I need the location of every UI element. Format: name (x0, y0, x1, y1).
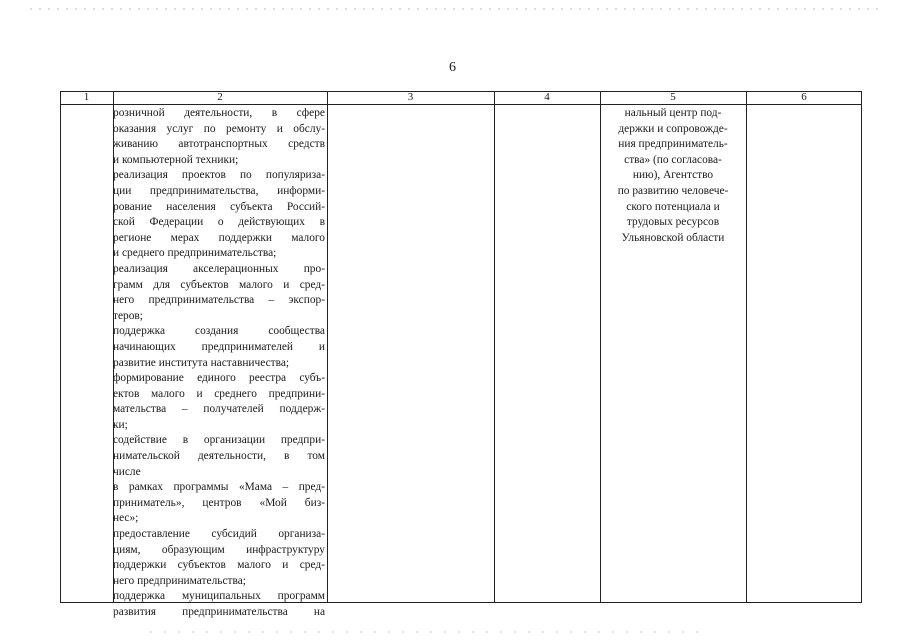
text-line: начинающих предпринимателей и (113, 340, 325, 353)
text-line: поддержка создания сообщества (113, 325, 325, 338)
column-header-2: 2 (217, 91, 223, 103)
text-line: живанию автотранспортных средств (113, 138, 325, 151)
column-header-4: 4 (544, 91, 550, 103)
text-line: розничной деятельности, в сфере (113, 107, 325, 119)
text-line: по развитию человече- (617, 184, 729, 197)
text-line: содействие в организации предпри- (113, 434, 325, 447)
text-line: ской Федерации о действующих в (113, 216, 325, 229)
text-line: рование населения субъекта Россий- (113, 200, 325, 213)
text-line: ства» (по согласова- (624, 153, 722, 166)
text-line: нес»; (113, 512, 139, 525)
text-line: грамм для субъектов малого и сред- (113, 278, 325, 291)
column-header-3: 3 (407, 91, 414, 103)
text-line: ния предприниматель- (618, 138, 728, 151)
text-line: мательства – получателей поддерж- (113, 403, 325, 416)
text-line: приниматель», центров «Мой биз- (113, 496, 325, 509)
text-line: предоставление субсидий организа- (113, 528, 325, 541)
text-line: нию), Агентство (632, 169, 714, 182)
text-line: ского потенциала и (626, 200, 720, 213)
text-line: ции предпринимательства, информи- (113, 184, 325, 197)
text-line: трудовых ресурсов (626, 216, 720, 229)
text-line: Ульяновской области (621, 231, 725, 244)
text-line: нальный центр под- (624, 107, 722, 119)
text-line: оказания услуг по ремонту и обслу- (113, 122, 325, 135)
column-header-5: 5 (670, 91, 676, 103)
text-line: формирование единого реестра субъ- (113, 372, 325, 385)
text-line: него предпринимательства; (113, 574, 246, 587)
text-line: поддержка муниципальных программ (113, 590, 325, 603)
text-line: реализация проектов по популяриза- (113, 169, 325, 182)
scan-artifact-bottom (150, 631, 710, 633)
text-line: циям, образующим инфраструктуру (113, 543, 325, 556)
column-header-1: 1 (83, 91, 90, 103)
header-row-divider (60, 104, 862, 105)
text-line: реализация акселерационных про- (113, 262, 325, 275)
text-line: поддержки субъектов малого и сред- (113, 559, 325, 572)
text-line: него предпринимательства – экспор- (113, 294, 325, 307)
cell-responsible-executors (602, 106, 744, 246)
text-line: и компьютерной техники; (113, 153, 239, 166)
text-line: числе (113, 465, 141, 478)
text-line: регионе мерах поддержки малого (113, 231, 325, 244)
column-header-6: 6 (801, 91, 807, 103)
text-line: теров; (113, 309, 143, 322)
column-divider-4 (600, 91, 601, 603)
text-line: ектов малого и среднего предприни- (113, 387, 325, 400)
column-divider-3 (494, 91, 495, 603)
column-divider-2 (327, 91, 328, 603)
cell-measures-description (113, 106, 325, 621)
text-line: держки и сопровожде- (618, 122, 728, 135)
column-divider-5 (746, 91, 747, 603)
text-line: нимательской деятельности, в том (113, 450, 325, 463)
text-line: развитие института наставничества; (113, 356, 290, 369)
scan-artifact-top (30, 8, 880, 10)
text-line: в рамках программы «Мама – пред- (113, 481, 325, 494)
text-line: развития предпринимательства на (113, 606, 325, 618)
page-number: 6 (449, 60, 456, 75)
text-line: ки; (113, 418, 128, 431)
text-line: и среднего предпринимательства; (113, 247, 277, 260)
